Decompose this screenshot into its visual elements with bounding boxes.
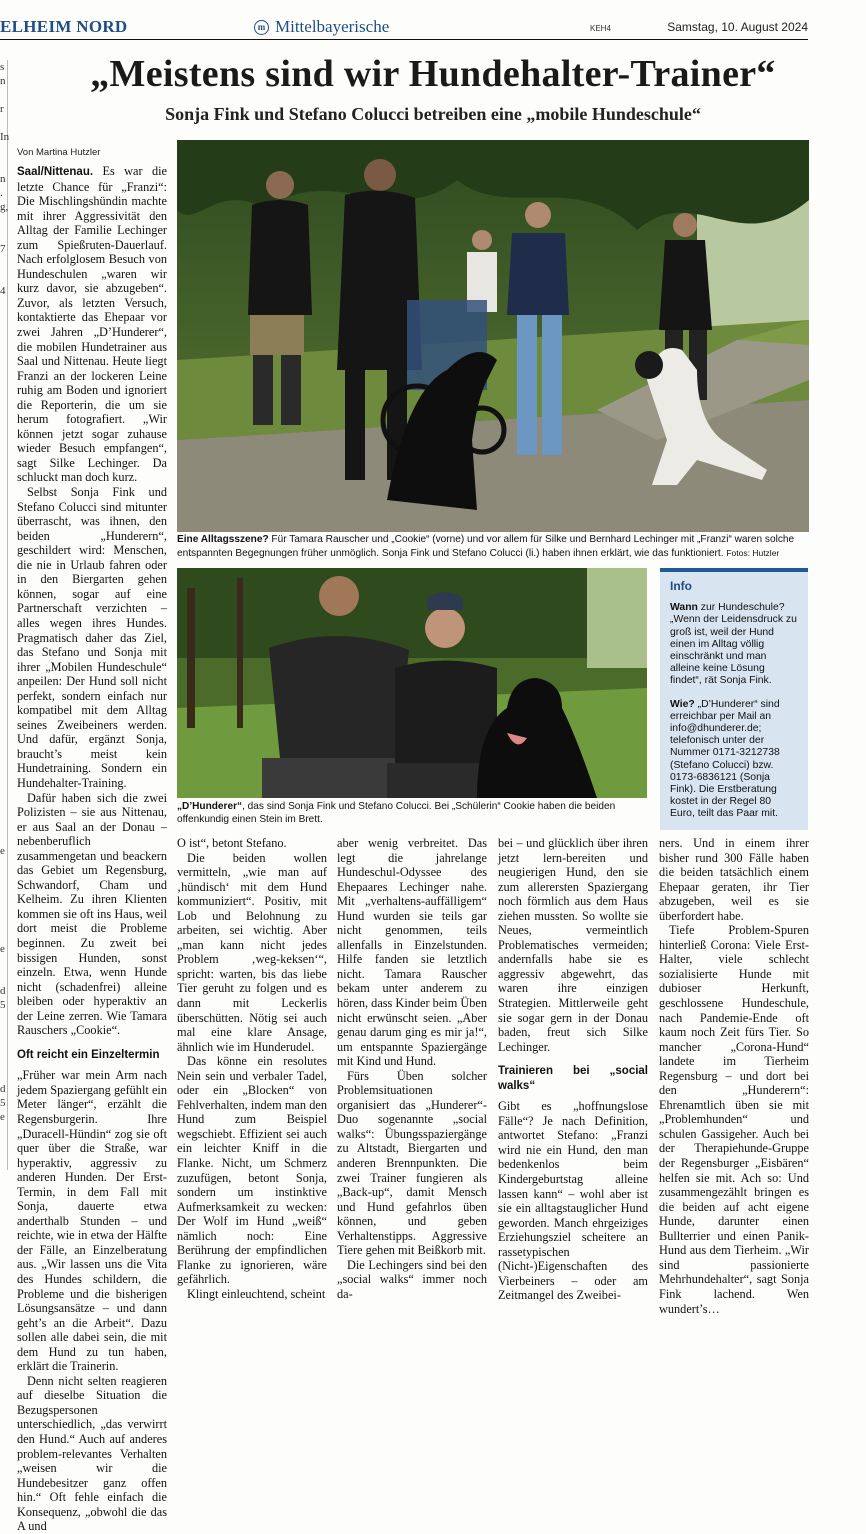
paragraph: O ist“, betont Stefano. (177, 836, 287, 850)
paragraph: Tiefe Problem-Spuren hinterließ Corona: Viele Erst-Halter, viele schlecht sozialisierte Hunde mit dubioser Herkunft, geschlossene Hundeschule, nach Pandemie-Ende oft kaum noch Zeit fürs Tier. So mancher „Corona-Hund“ landete im Tierheim Regensburg – und dort bei den „Hunderern“: Ehrenamtlich üben sie mit „Problemhunden“ und schulen Gassigeher. Auch bei der Therapiehunde-Gruppe der Regensburger „Eisbären“ helfen sie mit. Ach so: Und zusammengezählt bringen es die beiden auf acht eigene Hunde, darunter einen Bullterrier und einen Panik-Hund aus dem Tierheim. „Wir sind passionierte Mehrhundehalter“, sagt Sonja Fink lachend. Wen wundert’s… (659, 923, 809, 1316)
edge-text-line: . (0, 187, 3, 199)
edge-text-line (0, 746, 7, 760)
edge-text-line (0, 578, 7, 592)
edge-text-line: In (0, 131, 10, 143)
info-answer: zur Hundeschule? „Wenn der Leidensdruck zu groß ist, weil der Hund einen im Alltag völlig einschränkt und man alleine keine Lösung findet“, rät Sonja Fink. (670, 602, 797, 687)
photo-credit: Fotos: Hutzler (726, 547, 780, 558)
edge-text-line (0, 480, 7, 494)
edge-text-line: d (0, 985, 6, 997)
edge-text-line (0, 690, 7, 704)
section-heading: Oft reicht ein Einzeltermin (17, 1048, 160, 1061)
issue-date: Samstag, 10. August 2024 (667, 20, 808, 34)
article-column-1 (17, 164, 167, 1534)
edge-text-line: 4 (0, 285, 6, 297)
photo-1-caption (177, 534, 809, 560)
header-rule (0, 39, 808, 40)
edge-text-line: s n (0, 61, 6, 87)
edge-text-line (0, 270, 7, 284)
paragraph: Fürs Üben solcher Problemsituationen organisiert das „Hunderer“-Duo sogenannte „social walks“: Übungsspaziergänge zu Altstadt, Biergarten und anderen Brennpunkten. Die zwei Trainer fungieren als „Back-up“, damit Mensch und Hund gefahrlos üben können, und geben Verhaltenstipps. Aggressive Tiere gehen mit Beißkorb mit. (337, 1068, 487, 1258)
edge-text-line (0, 508, 7, 522)
info-paragraph (670, 602, 798, 687)
edge-text-line (0, 956, 7, 970)
edge-text-line (0, 816, 7, 830)
section-heading: Trainieren bei „social walks“ (498, 1065, 648, 1092)
paragraph: Das könne ein resolutes Nein sein und verbaler Tadel, oder ein „Blocken“ von Fehlverhalten, indem man den Hund zum Beispiel wegschiebt. Effizient sei auch ein leichter Kniff in die Flanke. Nicht, um Schmerz zuzufügen, betont Sonja, sondern um instinktive Aufmerksamkeit zu wecken: Der Wolf im Hund „weiß“ nämlich noch: Eine Berührung der empfindlichen Flanke zu ignorieren, wäre gefährlich. (177, 1054, 327, 1287)
edge-text-line: e (0, 943, 5, 955)
paragraph: Die beiden wollen vermitteln, „wie man auf ‚hündisch‘ mit dem Hund kommuniziert“. Positiv, mit Lob und Belohnung zu arbeiten, sei wichtig. Aber „man kann nicht jedes Problem ‚weg-keksen‘“, spricht: warten, bis das liebe Tier geruht zu folgen und es dann mit Leckerlis überschütten. Nötig sei auch mal eine klare Ansage, ähnlich wie im Hunderudel. (177, 850, 327, 1054)
info-answer: „D’Hunderer“ sind erreichbar per Mail an info@dhunderer.de; telefonisch unter der Nummer 0171-3212738 (Stefano Colucci) bzw. 0173-6836121 (Sonja Fink). Die Erstberatung kostet in der Regel 80 Euro, teilt das Paar mit. (670, 698, 780, 820)
edge-text-line: e (0, 1111, 5, 1123)
paragraph: Gibt es „hoffnungslose Fälle“? Je nach Definition, antwortet Stefano: „Franzi wird nie ein Hund, den man bedenkenlos beim Kindergeburtstag alleine lassen kann“ – wohl aber ist sie ein alltagstauglicher Hund geworden. Manch ehrgeiziges Erziehungsziel scheitere an rassetypischen (Nicht-)Eigenschaften des Vierbeiners – oder am Zeitmangel des Zweibei- (498, 1099, 648, 1303)
article-column-3 (337, 836, 487, 1301)
photo-group-walk (177, 140, 809, 532)
edge-text-line (0, 620, 7, 634)
page-code: KEH4 (590, 24, 611, 33)
edge-text-line (0, 914, 7, 928)
edge-text-line (0, 214, 7, 228)
section-name: ELHEIM NORD (0, 17, 128, 36)
edge-text-line (0, 592, 7, 606)
edge-text-line (0, 1026, 7, 1040)
edge-text-line (0, 1012, 7, 1026)
edge-text-line (0, 298, 7, 312)
edge-text-line: e (0, 845, 5, 857)
paragraph: „Früher war mein Arm nach jedem Spaziergang gefühlt ein Meter länger“, erzählt die Regensburgerin. Ihre „Duracell-Hündin“ zog sie oft quer über die Straße, war hyperaktiv, aggressiv zu anderen Hunden. Der Erst-Termin, in dem Fall mit Sonja, dauerte etwa anderthalb Stunden – und reichte, wie in etwa der Hälfte der Fälle, an Einzelberatung aus. „Wir lassen uns die Vita des Hundes schildern, die Probleme und die bisherigen Lösungsansätze – und dann geht’s an die Arbeit“. Dazu sollen alle dabei sein, die mit dem Hund zu tun haben, erklärt die Trainerin. (17, 1068, 167, 1374)
edge-text-line: n (0, 173, 6, 185)
edge-text-line (0, 1040, 7, 1054)
headline: „Meistens sind wir Hundehalter-Trainer“ (90, 53, 776, 95)
edge-text-line: 7 (0, 243, 6, 255)
edge-text-line (0, 382, 7, 396)
edge-text-line (0, 970, 7, 984)
edge-text-line: r (0, 103, 4, 115)
edge-text-line: d (0, 1083, 6, 1095)
paragraph: Es war die letzte Chance für „Franzi“: Die Mischlingshündin machte mit ihrer Aggressivität den Alltag der Familie Lechinger zum Spießruten-Dauerlauf. Nach erfolglosem Besuch von Hundeschulen „waren wir kurz davor, sie abzugeben“. Zuvor, als letzten Versuch, kontaktierte das Ehepaar vor zwei Jahren „D’Hunderer“, die mobilen Hundetrainer aus Saal und Nittenau. Heute liegt Franzi an der lockeren Leine ruhig am Boden und ignoriert die Reporterin, die um sie herum fotografiert. „Wir können jetzt sogar zuhause wieder Besuch empfangen“, sagt Silke Lechinger. Da schluckt man doch kurz. (17, 164, 167, 485)
paragraph: Denn nicht selten reagieren auf dieselbe Situation die Bezugspersonen unterschiedlich, „das verwirrt den Hund.“ Auch auf anderes problem-relevantes Verhalten „weisen wir die Hundebesitzer ganz offen hin.“ Oft fehle einfach die Konsequenz, „obwohl die das A und (17, 1373, 167, 1534)
edge-text-line (0, 928, 7, 942)
edge-text-line (0, 760, 7, 774)
photo-trainers-with-dog (177, 568, 647, 798)
edge-text-line (0, 648, 7, 662)
photo-illustration (177, 568, 647, 798)
newspaper-logo (254, 17, 389, 37)
article-column-4 (498, 836, 648, 1303)
edge-text-line (0, 606, 7, 620)
caption-text: Für Tamara Rauscher und „Cookie“ (vorne) und vor allem für Silke und Bernhard Lechinger mit „Franzi“ waren solche entspannten Begegnungen früher unmöglich. Sonja Fink und Stefano Colucci (li.) haben ihnen erklärt, wie das funktioniert. (177, 534, 795, 559)
caption-text: , das sind Sonja Fink und Stefano Colucci. Bei „Schülerin“ Cookie haben die beiden offenkundig einen Stein im Brett. (177, 801, 616, 825)
edge-text-line (0, 158, 7, 172)
info-title: Info (670, 579, 692, 593)
article-column-5 (659, 836, 809, 1316)
edge-text-line (0, 802, 7, 816)
edge-text-line (0, 536, 7, 550)
edge-text-line (0, 396, 7, 410)
edge-text-line (0, 340, 7, 354)
paragraph: aber wenig verbreitet. Das legt die jahrelange Hundeschul-Odyssee des Ehepaares Lechinger nahe. Mit „verhaltens-auffälligem“ Hund wurden sie teils gar nicht genommen, teils allenfalls in Einzelstunden. Hilfe fanden sie letztlich nicht. Tamara Rauscher bekam unter anderem zu hören, dass Kinder beim Üben nicht erwünscht seien. „Aber genau darum ging es mir ja!“, um entspannte Spaziergänge mit Kind und Hund. (337, 836, 487, 1069)
edge-text-line (0, 830, 7, 844)
caption-lead: Eine Alltagsszene? (177, 534, 269, 545)
edge-text-line: 5 (0, 999, 6, 1011)
edge-text-line (0, 410, 7, 424)
edge-text-line (0, 858, 7, 872)
paragraph: Dafür haben sich die zwei Polizisten – sie aus Nittenau, er aus Saal an der Donau – nebenberuflich zusammengetan und beackern das Gebiet um Regensburg, Schwandorf, Cham und Kelheim. Zu ihren Klienten kommen sie oft ins Haus, weil dort meist die Probleme beginnen. Zu zweit bei bissigen Hunden, sonst einzeln. Etwa, wenn Hunde nicht (schadenfrei) alleine bleiben oder hyperaktiv an der Leine zerren. Wie Tamara Rauschers „Cookie“. (17, 790, 167, 1038)
edge-text-line (0, 494, 7, 508)
edge-text-line (0, 634, 7, 648)
caption-lead: „D’Hunderer“ (177, 801, 243, 812)
edge-text-line (0, 354, 7, 368)
photo-2-caption (177, 801, 647, 826)
edge-text-line (0, 326, 7, 340)
edge-text-line (0, 1068, 7, 1082)
edge-text-line (0, 676, 7, 690)
edge-text-line (0, 564, 7, 578)
info-question: Wann (670, 602, 698, 614)
edge-text-line (0, 522, 7, 536)
logo-icon: m (254, 20, 269, 35)
edge-text-line (0, 228, 7, 242)
paragraph: ners. Und in einem ihrer bisher rund 300 Fälle haben die beiden tatsächlich einem Ehepaar geraten, ihr Tier abzugeben, weil es sie überfordert habe. (659, 836, 809, 923)
edge-text-line (0, 550, 7, 564)
article-column-2 (177, 836, 327, 1301)
edge-text-line (0, 256, 7, 270)
edge-text-line (0, 732, 7, 746)
edge-text-line (0, 368, 7, 382)
edge-text-line: g, (0, 201, 9, 213)
edge-text-line (0, 466, 7, 480)
adjacent-article-fragment (0, 60, 8, 1170)
info-question: Wie? (670, 698, 695, 710)
edge-text-line (0, 900, 7, 914)
paragraph: Die Lechingers sind bei den „social walks“ immer noch da- (337, 1257, 487, 1301)
newspaper-name: Mittelbayerische (275, 17, 390, 36)
edge-text-line (0, 144, 7, 158)
edge-text-line: 5 (0, 1097, 6, 1109)
paragraph: bei – und glücklich über ihren jetzt lern-bereiten und neugierigen Hund, den sie zum allerersten Spaziergang noch förmlich aus dem Haus ziehen mussten. So wollte sie Neues, vermeintlich Problematisches vermeiden; andernfalls habe sie es aggressiv abgewehrt, das waren ihre einzigen Strategien. Mittlerweile geht sie sogar gern in der Donau baden, freut sich Silke Lechinger. (498, 836, 648, 1054)
edge-text-line (0, 704, 7, 718)
edge-text-line (0, 312, 7, 326)
edge-text-line (0, 886, 7, 900)
edge-text-line (0, 788, 7, 802)
edge-text-line (0, 872, 7, 886)
edge-text-line (0, 438, 7, 452)
subheadline: Sonja Fink und Stefano Colucci betreiben eine „mobile Hundeschule“ (165, 104, 701, 124)
byline: Von Martina Hutzler (17, 147, 101, 158)
edge-text-line (0, 774, 7, 788)
photo-illustration (177, 140, 809, 532)
info-box (660, 568, 808, 830)
edge-text-line (0, 662, 7, 676)
edge-text-line (0, 1054, 7, 1068)
dateline: Saal/Nittenau. (17, 166, 94, 178)
info-paragraph (670, 699, 798, 821)
paragraph: Klingt einleuchtend, scheint (187, 1286, 326, 1301)
paragraph: Selbst Sonja Fink und Stefano Colucci sind mitunter überrascht, was ihnen, den beiden „Hunderern“, geschildert wird: Menschen, die nie in Urlaub fahren oder in den Biergarten gehen können, sogar auf eine Partnerschaft verzichten – alles wegen ihres Hundes. Pragmatisch daher das Ziel, das Stefano und Sonja mit ihrer „Mobilen Hundeschule“ anpeilen: Der Hund soll nicht perfekt, sondern einfach nur kompatibel mit dem Alltag seines Zweibeiners werden. Und dafür, ergänzt Sonja, braucht’s meist kein Hundetraining. Sondern ein Hundehalter-Training. (17, 485, 167, 790)
edge-text-line (0, 424, 7, 438)
edge-text-line (0, 718, 7, 732)
edge-text-line (0, 452, 7, 466)
